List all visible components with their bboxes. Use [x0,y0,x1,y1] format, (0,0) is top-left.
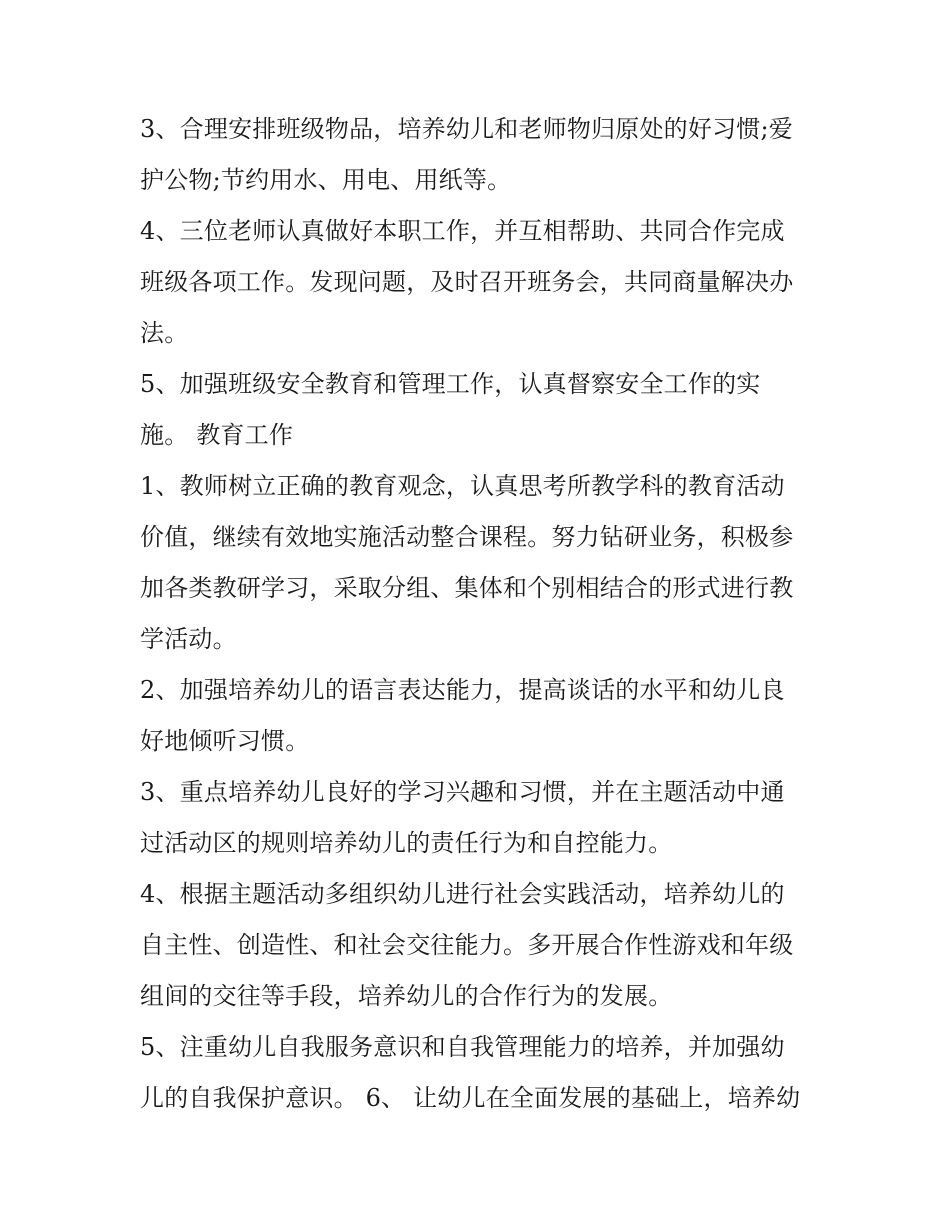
text-line: 过活动区的规则培养幼儿的责任行为和自控能力。 [140,829,673,857]
paragraph-learning-habits [140,767,820,869]
paragraph-safety-education [140,359,820,461]
text-line: 5、加强班级安全教育和管理工作，认真督察安全工作的实 [140,370,761,398]
text-line: 法。 [140,319,189,347]
text-line: 2、加强培养幼儿的语言表达能力，提高谈话的水平和幼儿良 [140,676,785,704]
text-line: 好地倾听习惯。 [140,727,310,755]
text-line: 3、重点培养幼儿良好的学习兴趣和习惯，并在主题活动中通 [140,778,785,806]
text-line: 价值，继续有效地实施活动整合课程。努力钻研业务，积极参 [140,523,794,551]
paragraph-language-ability [140,665,820,767]
text-line: 自主性、创造性、和社会交往能力。多开展合作性游戏和年级 [140,931,794,959]
paragraph-education-concept [140,461,820,665]
paragraph-self-service [140,1022,820,1124]
text-line: 1、教师树立正确的教育观念，认真思考所教学科的教育活动 [140,472,785,500]
text-line: 4、根据主题活动多组织幼儿进行社会实践活动，培养幼儿的 [140,880,785,908]
text-line: 加各类教研学习，采取分组、集体和个别相结合的形式进行教 [140,574,794,602]
paragraph-item-care [140,104,820,206]
text-line: 施。 教育工作 [140,421,294,449]
text-line: 学活动。 [140,625,237,653]
paragraph-teacher-cooperation [140,206,820,359]
text-line: 组间的交往等手段，培养幼儿的合作行为的发展。 [140,982,673,1010]
text-line: 儿的自我保护意识。 6、 让幼儿在全面发展的基础上，培养幼 [140,1084,801,1112]
text-line: 3、合理安排班级物品，培养幼儿和老师物归原处的好习惯;爱 [140,115,793,143]
paragraph-social-practice [140,869,820,1022]
text-line: 4、三位老师认真做好本职工作，并互相帮助、共同合作完成 [140,217,785,245]
text-line: 护公物;节约用水、用电、用纸等。 [140,166,512,194]
text-line: 5、注重幼儿自我服务意识和自我管理能力的培养，并加强幼 [140,1033,785,1061]
document-body [140,104,820,1124]
text-line: 班级各项工作。发现问题，及时召开班务会，共同商量解决办 [140,268,794,296]
